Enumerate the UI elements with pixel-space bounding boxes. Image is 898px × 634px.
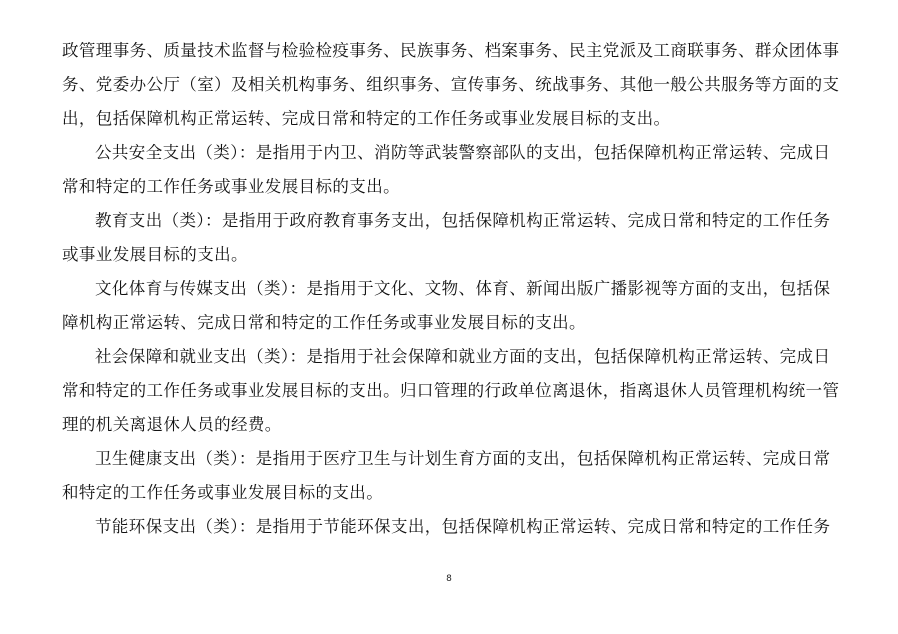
paragraph-culture-sports-media	[62, 272, 838, 340]
text-line: 社会保障和就业支出（类）：是指用于社会保障和就业方面的支出，包括保障机构正常运转、完成日	[95, 347, 831, 366]
paragraph-social-security-employment	[62, 340, 838, 442]
text-line: 或事业发展目标的支出。	[62, 245, 248, 264]
text-line: 卫生健康支出（类）：是指用于医疗卫生与计划生育方面的支出，包括保障机构正常运转、完成日常	[95, 449, 831, 468]
paragraph-energy-environment	[62, 510, 838, 544]
text-line: 教育支出（类）：是指用于政府教育事务支出，包括保障机构正常运转、完成日常和特定的工作任务	[95, 211, 831, 230]
text-line: 出，包括保障机构正常运转、完成日常和特定的工作任务或事业发展目标的支出。	[62, 109, 671, 128]
paragraph-public-security	[62, 136, 838, 204]
text-line: 理的机关离退休人员的经费。	[62, 415, 282, 434]
text-line: 政管理事务、质量技术监督与检验检疫事务、民族事务、档案事务、民主党派及工商联事务、群众团体事	[62, 41, 840, 60]
page-number: 8	[446, 574, 452, 584]
paragraph-general-services-continued	[62, 34, 838, 136]
text-line: 常和特定的工作任务或事业发展目标的支出。归口管理的行政单位离退休，指离退休人员管理机构统一管	[62, 381, 840, 400]
paragraph-health	[62, 442, 838, 510]
text-line: 文化体育与传媒支出（类）：是指用于文化、文物、体育、新闻出版广播影视等方面的支出，包括保	[95, 279, 831, 298]
paragraph-education	[62, 204, 838, 272]
text-line: 务、党委办公厅（室）及相关机构事务、组织事务、宣传事务、统战事务、其他一般公共服务等方面的支	[62, 75, 840, 94]
text-line: 常和特定的工作任务或事业发展目标的支出。	[62, 177, 400, 196]
document-body	[62, 34, 838, 544]
text-line: 公共安全支出（类）：是指用于内卫、消防等武装警察部队的支出，包括保障机构正常运转、完成日	[95, 143, 831, 162]
text-line: 障机构正常运转、完成日常和特定的工作任务或事业发展目标的支出。	[62, 313, 586, 332]
text-line: 节能环保支出（类）：是指用于节能环保支出，包括保障机构正常运转、完成日常和特定的工作任务	[95, 517, 831, 536]
text-line: 和特定的工作任务或事业发展目标的支出。	[62, 483, 384, 502]
